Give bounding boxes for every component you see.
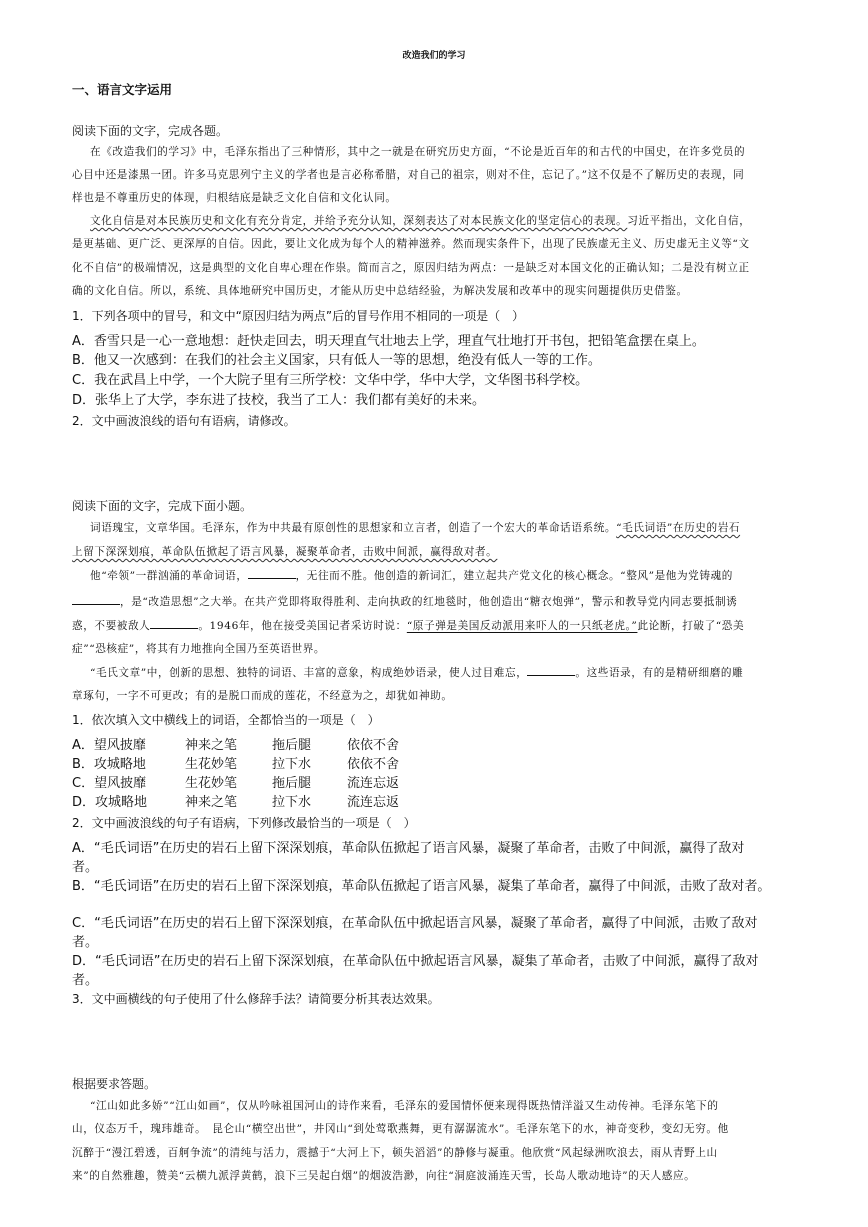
- passage2-line: [72, 617, 744, 633]
- wavy-sentence: 文化自信是对本民族历史和文化有充分肯定，并给予充分认知，深刻表达了对本民族文化的坚定信心的表现。: [90, 215, 628, 227]
- option-row: [72, 753, 399, 772]
- option-choice: 依依不舍: [347, 738, 400, 753]
- line-text: 。1946年，他在接受美国记者采访时说：: [198, 620, 407, 632]
- option-choice: 生花妙笔: [185, 776, 238, 791]
- passage3-line: 山，仪态万千，瑰玮雄奇。 昆仑山“横空出世”，井冈山“到处莺歌燕舞，更有潺潺流水”。毛泽东笔下的水，神奇变秒，变幻无穷。他: [72, 1123, 729, 1135]
- wavy-sentence: “毛氏词语”在历史的岩石: [616, 522, 741, 534]
- blank-line: [527, 664, 575, 676]
- passage3-lead: 根据要求答题。: [72, 1077, 157, 1091]
- option-choice: C．望风披靡: [72, 776, 147, 791]
- passage1-line: 心目中还是漆黑一团。许多马克思列宁主义的学者也是言必称希腊，对自己的祖宗，则对不住，忘记了。”这不仅是不了解历史的表现，同: [72, 169, 745, 181]
- line-text: “毛氏文章”中，创新的思想、独特的词语、丰富的意象，构成绝妙语录，使人过目难忘，: [90, 667, 528, 679]
- option: D．张华上了大学，李东进了技校，我当了工人：我们都有美好的未来。: [72, 393, 486, 408]
- option-choice: D．攻城略地: [72, 795, 148, 810]
- option-choice: 拉下水: [272, 757, 312, 772]
- passage3-line: “江山如此多娇”“江山如画”，仅从吟咏祖国河山的诗作来看，毛泽东的爱国情怀便来现得既热情洋溢又生动传神。毛泽东笔下的: [90, 1100, 719, 1112]
- passage2-line: [90, 664, 743, 680]
- line-text: 惑，不要被敌人: [72, 620, 151, 632]
- option: A．“毛氏词语”在历史的岩石上留下深深划痕，革命队伍掀起了语言风暴，凝聚了革命者，击败了中间派，赢得了敌对: [72, 841, 745, 856]
- question: 3．文中画横线的句子使用了什么修辞手法？请简要分析其表达效果。: [72, 992, 440, 1006]
- line-text: ，无往而不胜。他创造的新词汇，建立起共产党文化的核心概念。“整风”是他为党铸魂的: [295, 570, 733, 582]
- line-text: 他“牵领”一群汹涌的革命词语，: [90, 570, 248, 582]
- option-choice: 拖后腿: [272, 738, 312, 753]
- option: B．“毛氏词语”在历史的岩石上留下深深划痕，革命队伍掀起了语言风暴，凝集了革命者，赢得了中间派，击败了敌对者。: [72, 879, 771, 894]
- option-choice: 拖后腿: [272, 776, 312, 791]
- blank-line: [72, 593, 120, 605]
- passage1-line: 在《改造我们的学习》中，毛泽东指出了三种情形，其中之一就是在研究历史方面，“不论是近百年的和古代的中国史，在许多党员的: [90, 146, 746, 158]
- option-choice: B．攻城略地: [72, 757, 146, 772]
- option: C．我在武昌上中学，一个大院子里有三所学校：文华中学，华中大学，文华图书科学校。: [72, 373, 589, 388]
- line-text: 此论断，打破了“恐美: [637, 620, 745, 632]
- passage2-line: [90, 567, 733, 583]
- line-text: 词语瑰宝，文章华国。毛泽东，作为中共最有原创性的思想家和立言者，创造了一个宏大的革命话语系统。: [90, 522, 617, 534]
- section-heading: 一、语言文字运用: [72, 82, 173, 97]
- option: C．“毛氏词语”在历史的岩石上留下深深划痕，在革命队伍中掀起语言风暴，凝聚了革命者，赢得了中间派，击败了敌对: [72, 916, 758, 931]
- passage1-line: 是更基础、更广泛、更深厚的自信。因此，要让文化成为每个人的精神滋养。然而现实条件下，出现了民族虚无主义、历史虚无主义等“文: [72, 238, 750, 250]
- blank-line: [248, 567, 296, 579]
- option-choice: 流连忘返: [347, 795, 400, 810]
- option-row: [72, 734, 399, 753]
- passage1-line: [90, 213, 750, 228]
- passage1-line: 样也是不尊重历史的体现，归根结底是缺乏文化自信和文化认同。: [72, 192, 397, 204]
- passage2-line: [72, 544, 497, 559]
- line-text: 习近平指出，文化自信，: [627, 215, 751, 227]
- option-choice: 生花妙笔: [185, 757, 238, 772]
- wavy-sentence: 上留下深深划痕，革命队伍掀起了语言风暴，凝聚革命者，击败中间派，赢得敌对者。: [72, 546, 498, 558]
- option-choice: 流连忘返: [347, 776, 400, 791]
- option-row: [72, 772, 399, 791]
- passage2-lead: 阅读下面的文字，完成下面小题。: [72, 499, 253, 513]
- option-row: [72, 791, 399, 810]
- option: B．他又一次感到：在我们的社会主义国家，只有低人一等的思想，绝没有低人一等的工作。: [72, 353, 601, 368]
- line-text: ，是“改造思想”之大举。在共产党即将取得胜利、走向执政的红地毯时，他创造出“糖衣炮弹”，警示和教导党内同志要抵制诱: [120, 596, 738, 608]
- underlined-sentence: “原子弹是美国反动派用来吓人的一只纸老虎。”: [406, 620, 638, 632]
- blank-line: [150, 617, 198, 629]
- passage2-line: [90, 520, 740, 535]
- page-title: 改造我们的学习: [402, 51, 466, 61]
- option: D．“毛氏词语”在历史的岩石上留下深深划痕，在革命队伍中掀起语言风暴，凝集了革命者，击败了中间派，赢得了敌对: [72, 954, 759, 969]
- option: A．香雪只是一心一意地想：赶快走回去，明天理直气壮地去上学，理直气壮地打开书包，把铅笔盒摆在桌上。: [72, 334, 705, 349]
- option-choice: 拉下水: [272, 795, 312, 810]
- passage1-line: 确的文化自信。所以，系统、具体地研究中国历史，才能从历史中总结经验，为解决发展和改革中的现实问题提供历史借鉴。: [72, 285, 688, 297]
- option-wrap: 者。: [72, 973, 99, 988]
- option-wrap: 者。: [72, 860, 99, 875]
- question: 2．文中画波浪线的句子有语病，下列修改最恰当的一项是（ ）: [72, 816, 416, 830]
- option-choice: 神来之笔: [185, 795, 238, 810]
- passage2-line: [72, 593, 737, 609]
- option-choice: A．望风披靡: [72, 738, 146, 753]
- question: 2．文中画波浪线的语句有语病，请修改。: [72, 414, 296, 428]
- passage1-lead: 阅读下面的文字，完成各题。: [72, 124, 229, 138]
- passage3-line: 来”的自然雅趣，赞美“云横九派浮黄鹤，浪下三吴起白烟”的烟波浩渺，向往“洞庭波涌连天雪，长岛人歌动地诗”的天人感应。: [72, 1170, 696, 1182]
- passage1-line: 化不自信”的极端情况，这是典型的文化自卑心理在作祟。简而言之，原因归结为两点：一是缺乏对本国文化的正确认知；二是没有树立正: [72, 262, 750, 274]
- line-text: 。这些语录，有的是精研细磨的雕: [575, 667, 744, 679]
- passage2-line: 章琢句，一字不可更改；有的是脱口而成的莲花，不经意为之，却犹如神助。: [72, 690, 453, 702]
- question: 1．依次填入文中横线上的词语，全都恰当的一项是（ ）: [72, 713, 380, 727]
- passage3-line: 沉醉于“漫江碧透，百舸争流”的清纯与活力，震撼于“大河上下，顿失滔滔”的静修与凝重。他欣赏“风起绿洲吹浪去，雨从青野上山: [72, 1147, 718, 1159]
- passage2-line: 症”“恐核症”，将其有力地推向全国乃至英语世界。: [72, 643, 326, 655]
- option-choice: 依依不舍: [347, 757, 400, 772]
- option-wrap: 者。: [72, 935, 99, 950]
- option-choice: 神来之笔: [185, 738, 238, 753]
- question: 1．下列各项中的冒号，和文中“原因归结为两点”后的冒号作用不相同的一项是（ ）: [72, 309, 525, 323]
